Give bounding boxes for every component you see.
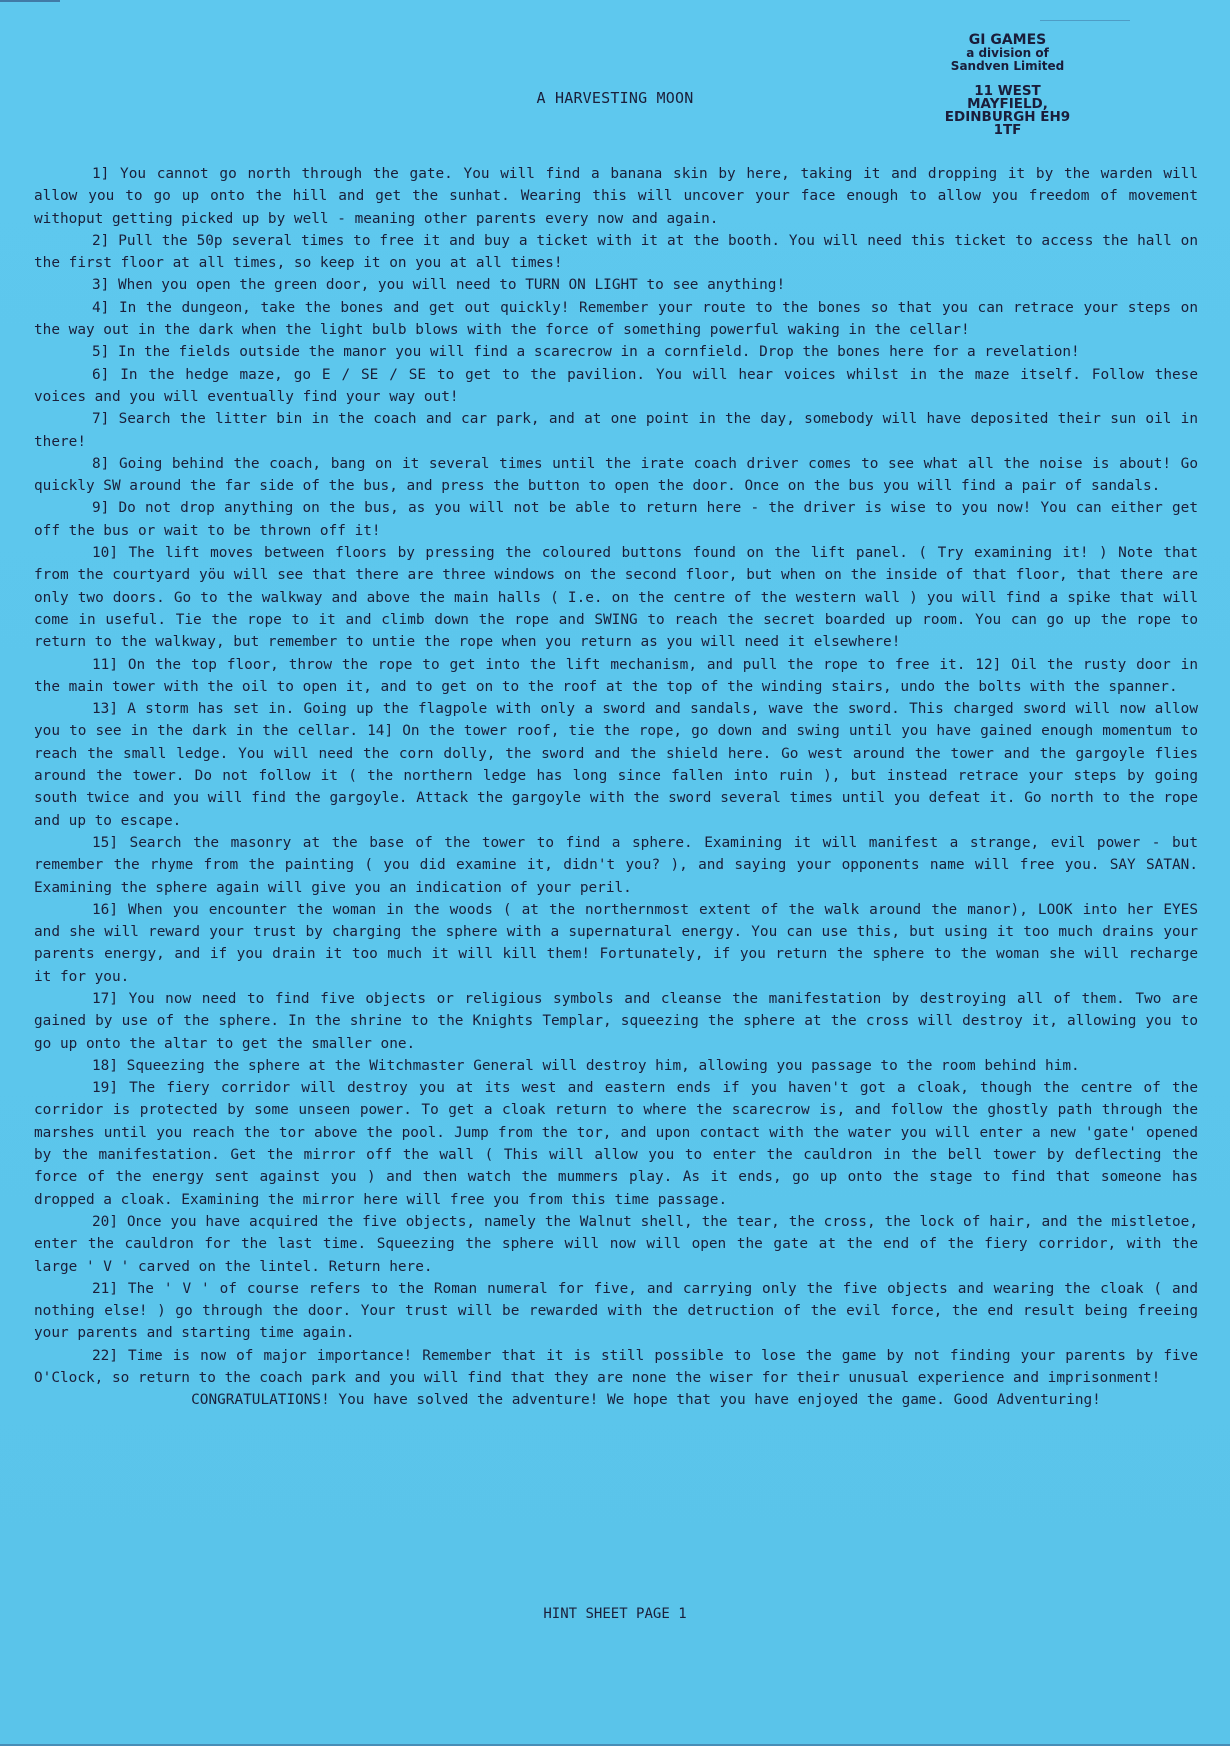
stamp-parent-company: Sandven Limited bbox=[950, 59, 1065, 73]
document-title: A HARVESTING MOON bbox=[536, 89, 694, 107]
hint-paragraph: 11] On the top floor, throw the rope to get into the lift mechanism, and pull the rope to free it. 12] Oil the rusty door in the main tower with the oil to open it, and to get on to the roof at the top of the winding stairs, undo the bolts with the spanner. bbox=[34, 656, 1198, 695]
hint-paragraph: 16] When you encounter the woman in the woods ( at the northernmost extent of the walk around the manor), LOOK into her EYES and she will reward your trust by charging the sphere with a supernatural energy. You can use this, but using it too much drains your parents energy, and if you drain it too much it will kill them! Fortunately, if you return the sphere to the woman she will recharge it for you. bbox=[34, 901, 1198, 985]
scan-edge-mark bbox=[0, 0, 60, 2]
hint-paragraph: 21] The ' V ' of course refers to the Roman numeral for five, and carrying only the five objects and wearing the cloak ( and nothing else! ) go through the door. Your trust will be rewarded with the detruction of the evil force, the end result being freeing your parents and starting time again. bbox=[34, 1280, 1198, 1342]
hint-paragraph: 6] In the hedge maze, go E / SE / SE to get to the pavilion. You will hear voices whilst in the maze itself. Follow these voices and you will eventually find your way out! bbox=[34, 366, 1198, 405]
hint-paragraph: 5] In the fields outside the manor you will find a scarecrow in a cornfield. Drop the bones here for a revelation! bbox=[92, 344, 1080, 361]
hint-paragraph: 15] Search the masonry at the base of the tower to find a sphere. Examining it will manifest a strange, evil power - but remember the rhyme from the painting ( you did examine it, didn't you? ), and saying your opponents name will free you. SAY SATAN. Examining the sphere again will give you an indication of your peril. bbox=[34, 834, 1198, 896]
hint-paragraph: 2] Pull the 50p several times to free it and buy a ticket with it at the booth. You will need this ticket to access the hall on the first floor at all times, so keep it on you at all times! bbox=[34, 232, 1198, 272]
publisher-stamp bbox=[935, 34, 1080, 137]
stamp-division: a division of bbox=[966, 46, 1049, 60]
hint-paragraph: 8] Going behind the coach, bang on it several times until the irate coach driver comes to see what all the noise is about! Go quickly SW around the far side of the bus, and press the button to open the door. Once on the bus you will find a pair of sandals. bbox=[34, 455, 1198, 495]
stamp-address-line1: 11 WEST MAYFIELD, bbox=[967, 83, 1048, 112]
hint-paragraph: 3] When you open the green door, you will need to TURN ON LIGHT to see anything! bbox=[92, 277, 786, 294]
hint-paragraph: 7] Search the litter bin in the coach and car park, and at one point in the day, somebody will have deposited their sun oil in there! bbox=[34, 411, 1198, 450]
hint-paragraph: 13] A storm has set in. Going up the flagpole with only a sword and sandals, wave the sword. This charged sword will now allow you to see in the dark in the cellar. 14] On the tower roof, tie the rope, go down and swing until you have gained enough momentum to reach the small ledge. You will need the corn dolly, the sword and the shield here. Go west around the tower and the gargoyle flies around the tower. Do not follow it ( the northern ledge has long since fallen into ruin ), but instead retrace your steps by going south twice and you will find the gargoyle. Attack the gargoyle with the sword several times until you defeat it. Go north to the rope and up to escape. bbox=[34, 701, 1198, 829]
hint-paragraph: 22] Time is now of major importance! Remember that it is still possible to lose the game by not finding your parents by five O'Clock, so return to the coach park and you will find that they are none the wiser for their unusual experience and imprisonment! bbox=[34, 1347, 1198, 1387]
hint-paragraph: 10] The lift moves between floors by pressing the coloured buttons found on the lift panel. ( Try examining it! ) Note that from the courtyard yöu will see that there are three windows on the second floor, but when on the inside of that floor, that there are only two doors. Go to the walkway and above the main halls ( I.e. on the centre of the western wall ) you will find a spike that will come in useful. Tie the rope to it and climb down the rope and SWING to reach the secret boarded up room. You can go up the rope to return to the walkway, but remember to untie the rope when you return as you will need it elsewhere! bbox=[34, 545, 1198, 651]
stamp-company: GI GAMES bbox=[968, 32, 1047, 48]
hint-paragraph: 17] You now need to find five objects or religious symbols and cleanse the manifestation by destroying all of them. Two are gained by use of the sphere. In the shrine to the Knights Templar, squeezing the sphere at the cross will destroy it, allowing you to go up onto the altar to get the smaller one. bbox=[34, 990, 1198, 1052]
scan-edge-mark bbox=[1040, 20, 1130, 21]
hint-paragraph: 19] The fiery corridor will destroy you at its west and eastern ends if you haven't got a cloak, though the centre of the corridor is protected by some unseen power. To get a cloak return to where the scarecrow is, and follow the ghostly path through the marshes until you reach the tor above the pool. Jump from the tor, and upon contact with the water you will enter a new 'gate' opened by the manifestation. Get the mirror off the wall ( This will allow you to enter the cauldron in the bell tower by deflecting the force of the energy sent against you ) and then watch the mummers play. As it ends, go up onto the stage to find that someone has dropped a cloak. Examining the mirror here will free you from this time passage. bbox=[34, 1080, 1198, 1208]
closing-message: CONGRATULATIONS! You have solved the adventure! We hope that you have enjoyed the game. Good Adventuring! bbox=[191, 1392, 1101, 1409]
hint-paragraph: 20] Once you have acquired the five objects, namely the Walnut shell, the tear, the cross, the lock of hair, and the mistletoe, enter the cauldron for the last time. Squeezing the sphere will now will open the gate at the end of the fiery corridor, with the large ' V ' carved on the lintel. Return here. bbox=[34, 1213, 1198, 1275]
hint-paragraph: 1] You cannot go north through the gate. You will find a banana skin by here, taking it and dropping it by the warden will allow you to go up onto the hill and get the sunhat. Wearing this will uncover your face enough to allow you freedom of movement withoput getting picked up by well - meaning other parents every now and again. bbox=[34, 166, 1198, 227]
stamp-address-line2: EDINBURGH EH9 1TF bbox=[944, 109, 1071, 138]
hint-paragraph: 18] Squeezing the sphere at the Witchmaster General will destroy him, allowing you passage to the room behind him. bbox=[92, 1057, 1080, 1074]
page-footer: HINT SHEET PAGE 1 bbox=[543, 1606, 687, 1622]
hint-paragraph: 9] Do not drop anything on the bus, as you will not be able to return here - the driver is wise to you now! You can either get off the bus or wait to be thrown off it! bbox=[34, 500, 1198, 539]
hint-paragraph: 4] In the dungeon, take the bones and get out quickly! Remember your route to the bones so that you can retrace your steps on the way out in the dark when the light bulb blows with the force of something powerful waking in the cellar! bbox=[34, 299, 1198, 339]
hints-body bbox=[34, 163, 1198, 1412]
